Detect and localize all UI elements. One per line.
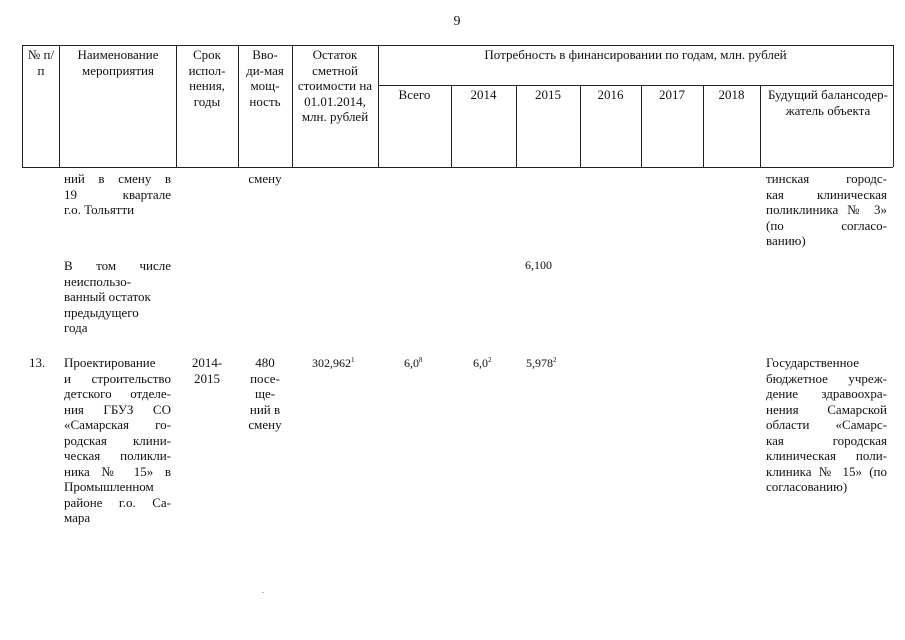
text-line: Промышленном	[64, 479, 154, 494]
scan-speck	[262, 592, 264, 593]
header-2016: 2016	[597, 87, 624, 102]
header-need: Потребность в финансировании по годам, млн. рублей	[484, 47, 787, 62]
row13-total	[404, 356, 448, 372]
text-line: родская клини-	[64, 432, 171, 448]
header-2018: 2018	[718, 87, 745, 102]
footnote-mark: 2	[553, 356, 557, 364]
text-line: г.о. Тольятти	[64, 202, 135, 217]
continuation-name	[64, 171, 171, 218]
text-line: и строительство	[64, 370, 171, 386]
text-line: кая городская	[766, 432, 887, 448]
row13-number: 13.	[29, 355, 46, 370]
subrow-name	[64, 258, 171, 336]
text-line: (по согласо-	[766, 217, 887, 233]
col-border	[378, 45, 379, 167]
value-2014: 6,0	[473, 356, 488, 370]
text-line: бюджетное учреж-	[766, 370, 887, 386]
col-border	[760, 85, 761, 167]
header-total: Всего	[398, 87, 431, 102]
text-line: неиспользо-	[64, 273, 132, 289]
subrow-2015-value: 6,100	[525, 258, 552, 272]
header-2015: 2015	[535, 87, 561, 102]
row13-name	[64, 355, 171, 526]
text-line: согласованию)	[766, 479, 848, 494]
col-border	[580, 85, 581, 167]
header-2017: 2017	[659, 87, 685, 102]
text-line: «Самарская го-	[64, 417, 171, 432]
col-border	[893, 45, 894, 167]
text-line: 2014-	[191, 355, 223, 370]
col-border	[176, 45, 177, 167]
text-line: дение здравоохра-	[766, 386, 887, 401]
text-line: 2015	[194, 370, 220, 386]
row13-2014	[473, 356, 513, 372]
col-border	[292, 45, 293, 167]
text-line: щe-	[254, 386, 276, 401]
header-remaining: Остаток сметной стоимости на 01.01.2014, млн. рублей	[297, 47, 373, 124]
text-line: 19 квартале	[64, 186, 171, 202]
text-line: предыдущего	[64, 304, 139, 320]
text-line: клиника № 15» (по	[766, 463, 887, 479]
text-line: мара	[64, 510, 91, 525]
col-border	[238, 45, 239, 167]
text-line: тинская городс-	[766, 171, 887, 186]
row13-holder	[766, 355, 887, 495]
text-line: районе г.о. Са-	[64, 494, 171, 510]
text-line: ния ГБУЗ СО	[64, 401, 171, 417]
header-name: Наименование мероприятия	[77, 47, 159, 78]
col-border	[516, 85, 517, 167]
col-border	[451, 85, 452, 167]
footnote-mark: 2	[488, 356, 492, 364]
value-2015: 5,978	[526, 356, 553, 370]
text-line: 480	[255, 355, 275, 370]
total-value: 6,0	[404, 356, 419, 370]
text-line: Проектирование	[64, 355, 156, 370]
header-bottom-border	[22, 167, 893, 168]
text-line: В том числе	[64, 258, 171, 273]
col-border	[703, 85, 704, 167]
header-capacity: Вво-ди-мая мощ-ность	[246, 47, 284, 109]
text-line: ника № 15» в	[64, 463, 171, 479]
continuation-capacity: смену	[248, 171, 282, 186]
col-border	[59, 45, 60, 167]
text-line: области «Самарс-	[766, 417, 887, 432]
row13-capacity	[242, 355, 288, 433]
text-line: поликлиника № 3»	[766, 202, 887, 217]
page-number: 9	[453, 14, 461, 29]
years-header-divider	[378, 85, 893, 86]
remaining-value: 302,962	[312, 356, 351, 370]
text-line: ванный остаток	[64, 289, 151, 304]
text-line: кая клиническая	[766, 186, 887, 202]
text-line: ний в	[249, 401, 281, 417]
row13-remaining	[312, 356, 376, 372]
text-line: нения Самарской	[766, 401, 887, 417]
text-line: Государственное	[766, 355, 859, 370]
footnote-mark: 1	[351, 356, 355, 364]
text-line: посе-	[250, 370, 280, 386]
header-holder: Будущий балансодер-жатель объекта	[768, 87, 888, 118]
text-line: ванию)	[766, 233, 806, 248]
table-top-border	[22, 45, 893, 46]
header-num: № п/п	[27, 47, 55, 78]
col-border	[22, 45, 23, 167]
text-line: смену	[248, 417, 282, 432]
continuation-holder	[766, 171, 887, 249]
header-term: Срок испол-нения, годы	[188, 47, 226, 109]
text-line: клиническая поли-	[766, 448, 887, 463]
header-2014: 2014	[470, 87, 497, 102]
text-line: ний в смену в	[64, 171, 171, 186]
row13-term	[184, 355, 230, 386]
footnote-mark: 8	[419, 356, 423, 364]
row13-2015	[526, 356, 578, 372]
text-line: ческая поликли-	[64, 448, 171, 463]
col-border	[641, 85, 642, 167]
text-line: детского отделе-	[64, 386, 171, 401]
text-line: года	[64, 320, 88, 335]
